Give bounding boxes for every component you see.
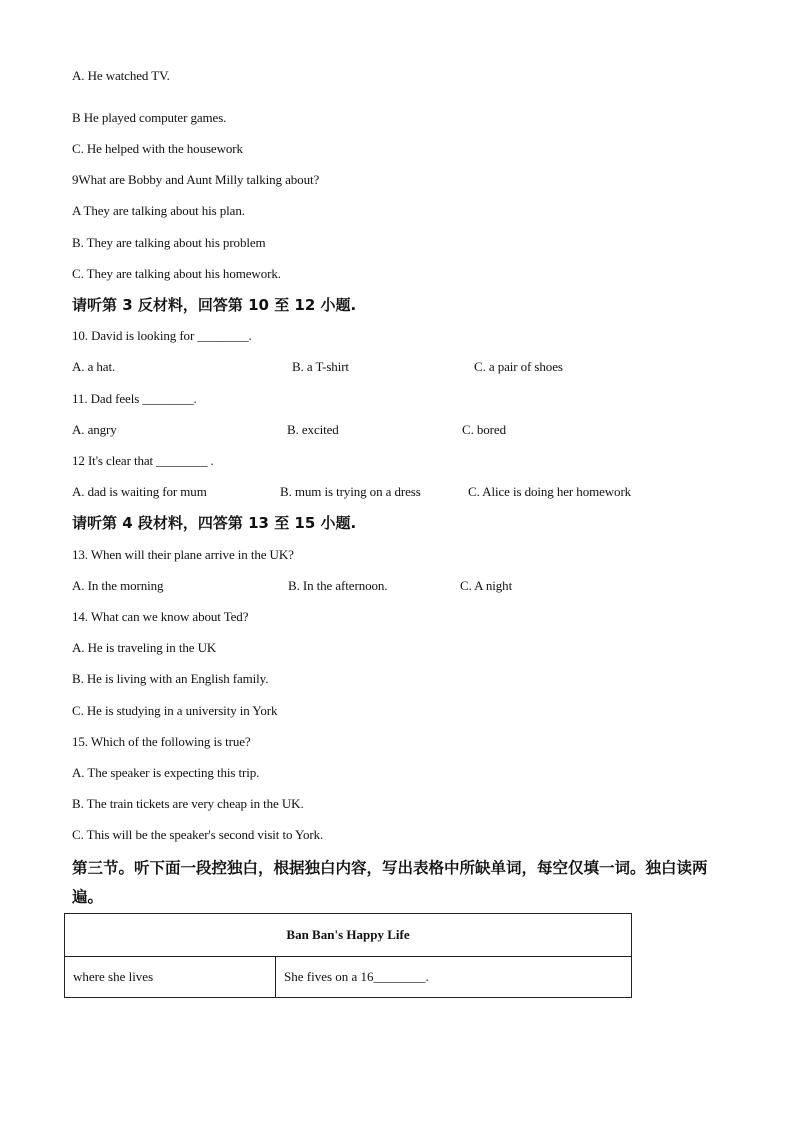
section-heading-4: 请听第 4 段材料，四答第 13 至 15 小题. bbox=[72, 514, 357, 532]
q11-option-a: A. angry bbox=[72, 422, 117, 437]
q15-question: 15. Which of the following is true? bbox=[72, 734, 251, 749]
q9-question: 9What are Bobby and Aunt Milly talking about? bbox=[72, 172, 320, 187]
q9-option-c: C. They are talking about his homework. bbox=[72, 266, 281, 281]
table-row-label: where she lives bbox=[65, 957, 276, 998]
q8-option-b: B He played computer games. bbox=[72, 110, 227, 125]
section3-instruction: 第三节。听下面一段控独白，根据独白内容，写出表格中所缺单词，每空仅填一词。独白读两遍。 bbox=[72, 859, 708, 906]
q15-option-b: B. The train tickets are very cheap in the UK. bbox=[72, 796, 304, 811]
q9-option-b: B. They are talking about his problem bbox=[72, 235, 266, 250]
q15-option-a: A. The speaker is expecting this trip. bbox=[72, 765, 260, 780]
table-row-value: She fives on a 16________. bbox=[276, 957, 632, 998]
q14-question: 14. What can we know about Ted? bbox=[72, 609, 249, 624]
q14-option-a: A. He is traveling in the UK bbox=[72, 640, 217, 655]
q12-option-b: B. mum is trying on a dress bbox=[280, 484, 421, 499]
q11-option-c: C. bored bbox=[462, 422, 506, 437]
q15-option-c: C. This will be the speaker's second visit to York. bbox=[72, 827, 324, 842]
table-title: Ban Ban's Happy Life bbox=[65, 914, 632, 957]
table-row bbox=[65, 957, 632, 998]
q12-option-a: A. dad is waiting for mum bbox=[72, 484, 207, 499]
q14-option-b: B. He is living with an English family. bbox=[72, 671, 269, 686]
q14-option-c: C. He is studying in a university in York bbox=[72, 703, 278, 718]
answer-table bbox=[64, 913, 632, 998]
q8-option-c: C. He helped with the housework bbox=[72, 141, 243, 156]
q11-option-b: B. excited bbox=[287, 422, 339, 437]
q12-option-c: C. Alice is doing her homework bbox=[468, 484, 632, 499]
q12-question: 12 It's clear that ________ . bbox=[72, 453, 214, 468]
q13-option-a: A. In the morning bbox=[72, 578, 164, 593]
q10-option-c: C. a pair of shoes bbox=[474, 359, 563, 374]
q10-option-b: B. a T-shirt bbox=[292, 359, 349, 374]
q8-option-a: A. He watched TV. bbox=[72, 68, 170, 83]
q10-option-a: A. a hat. bbox=[72, 359, 116, 374]
q13-option-c: C. A night bbox=[460, 578, 513, 593]
section-heading-3: 请听第 3 反材料，回答第 10 至 12 小题. bbox=[72, 296, 357, 314]
q10-question: 10. David is looking for ________. bbox=[72, 328, 252, 343]
q9-option-a: A They are talking about his plan. bbox=[72, 203, 245, 218]
q13-option-b: B. In the afternoon. bbox=[288, 578, 388, 593]
q11-question: 11. Dad feels ________. bbox=[72, 391, 197, 406]
q13-question: 13. When will their plane arrive in the UK? bbox=[72, 547, 294, 562]
